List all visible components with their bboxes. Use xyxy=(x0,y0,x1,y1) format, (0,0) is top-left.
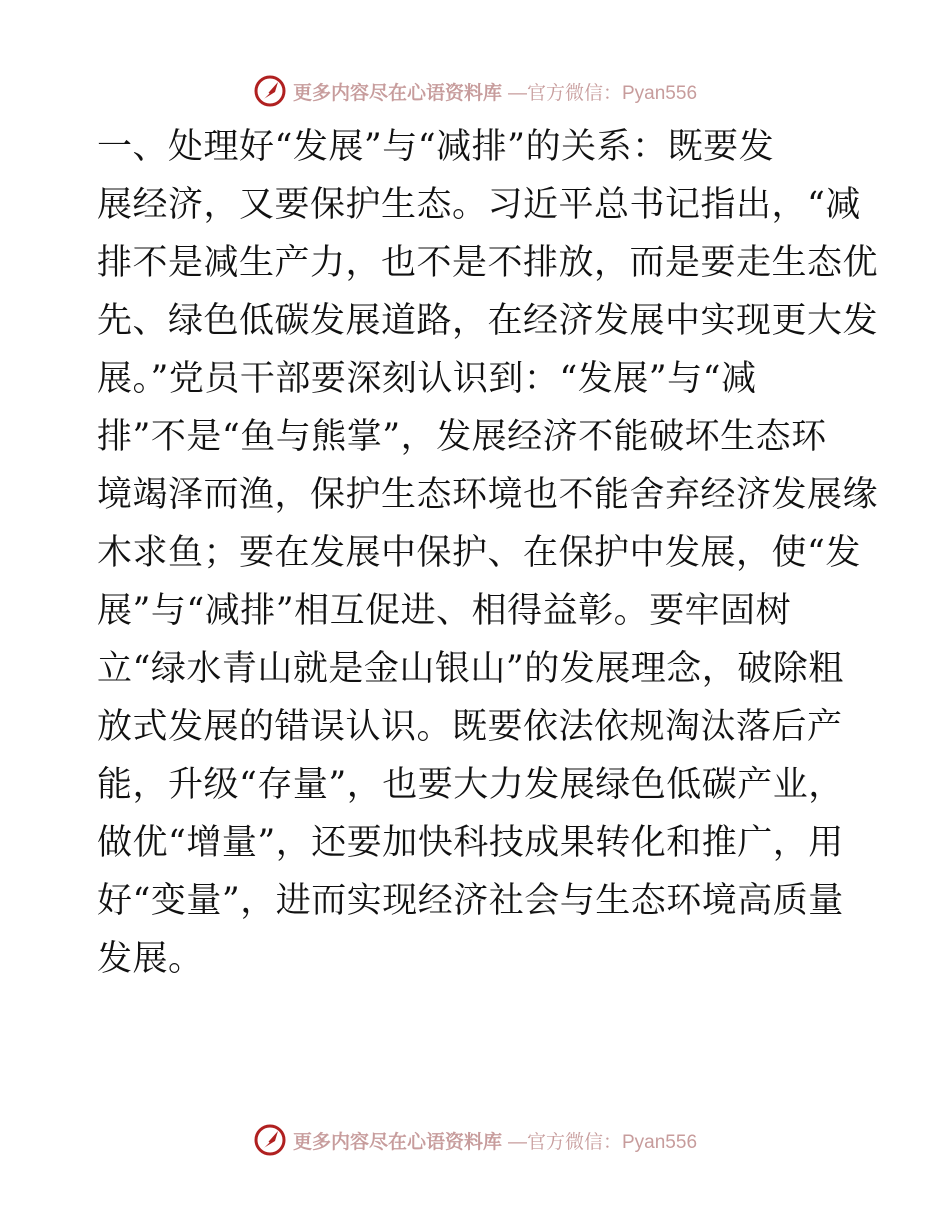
header-wechat-text: —官方微信：Pyan556 xyxy=(508,82,698,104)
body-line: 发展。 xyxy=(97,939,204,979)
body-line: 木求鱼；要在发展中保护、在保护中发展，使“发 xyxy=(97,533,861,573)
footer-brand-text: 更多内容尽在心语资料库 xyxy=(292,1130,502,1153)
body-line: 一、处理好“发展”与“减排”的关系：既要发 xyxy=(97,127,775,167)
header-brand-text: 更多内容尽在心语资料库 xyxy=(292,81,502,104)
body-line: 放式发展的错误认识。既要依法依规淘汰落后产 xyxy=(97,707,843,747)
footer-wechat-text: —官方微信：Pyan556 xyxy=(508,1131,698,1153)
header-banner xyxy=(0,71,950,111)
body-line: 立“绿水青山就是金山银山”的发展理念，破除粗 xyxy=(97,649,844,689)
quill-logo-icon xyxy=(253,74,287,108)
body-line: 展”与“减排”相互促进、相得益彰。要牢固树 xyxy=(97,591,792,631)
body-line: 能，升级“存量”，也要大力发展绿色低碳产业， xyxy=(97,765,844,805)
body-line: 做优“增量”，还要加快科技成果转化和推广，用 xyxy=(97,823,844,863)
footer-banner xyxy=(0,1120,950,1160)
quill-logo-icon xyxy=(253,1123,287,1157)
body-line: 展经济，又要保护生态。习近平总书记指出，“减 xyxy=(97,185,861,225)
body-line: 好“变量”，进而实现经济社会与生态环境高质量 xyxy=(97,881,844,921)
body-line: 展。”党员干部要深刻认识到：“发展”与“减 xyxy=(97,359,757,399)
body-line: 境竭泽而渔，保护生态环境也不能舍弃经济发展缘 xyxy=(97,475,879,515)
body-line: 排不是减生产力，也不是不排放，而是要走生态优 xyxy=(97,243,879,283)
document-body xyxy=(97,118,879,988)
body-line: 排”不是“鱼与熊掌”，发展经济不能破坏生态环 xyxy=(97,417,827,457)
body-line: 先、绿色低碳发展道路，在经济发展中实现更大发 xyxy=(97,301,879,341)
